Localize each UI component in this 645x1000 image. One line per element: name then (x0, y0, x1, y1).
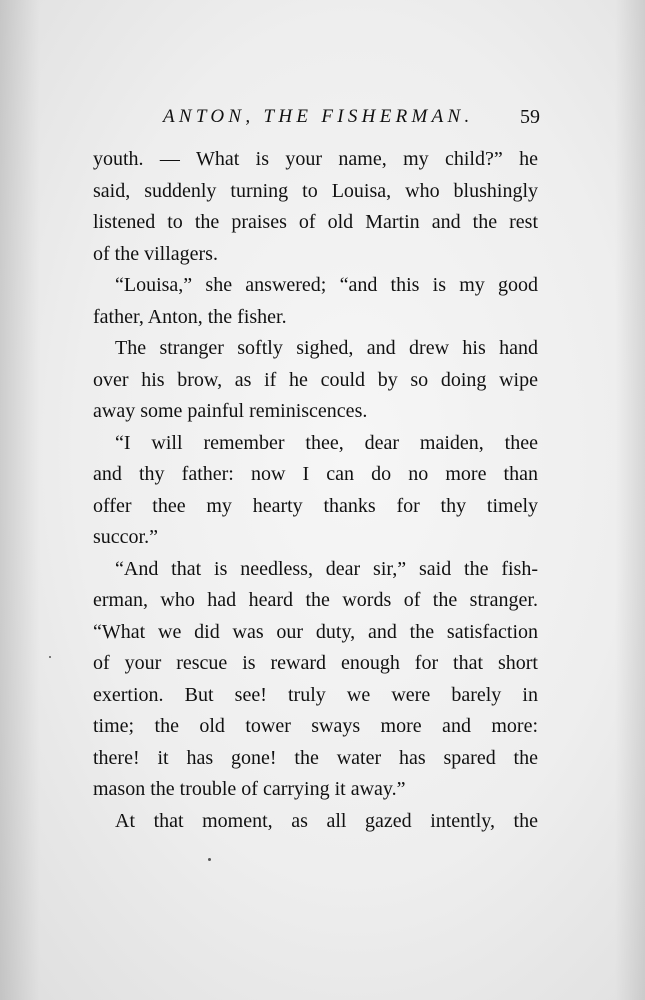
text-line: away some painful reminiscences. (93, 400, 368, 422)
text-line: of the villagers. (93, 242, 218, 265)
running-title: ANTON, THE FISHERMAN. (163, 106, 474, 127)
text-line: erman, who had heard the words of the stranger. (93, 589, 538, 611)
page-shadow-left (0, 0, 40, 1000)
page-shadow-right (615, 0, 645, 1000)
text-line: “What we did was our duty, and the satisfaction (93, 620, 538, 643)
paper-speck (49, 656, 51, 658)
text-line: father, Anton, the fisher. (93, 305, 287, 328)
text-line: The stranger softly sighed, and drew his hand (115, 337, 538, 359)
text-line: “And that is needless, dear sir,” said the fish- (115, 557, 538, 580)
text-line: succor.” (93, 526, 158, 548)
text-line: of your rescue is reward enough for that short (93, 652, 538, 674)
text-line: over his brow, as if he could by so doing wipe (93, 368, 538, 391)
text-line: exertion. But see! truly we were barely in (93, 683, 538, 706)
text-line: and thy father: now I can do no more than (93, 463, 538, 485)
text-line: “I will remember thee, dear maiden, thee (115, 431, 538, 454)
running-head (95, 104, 540, 134)
page-number: 59 (520, 106, 540, 128)
text-line: “Louisa,” she answered; “and this is my good (115, 274, 538, 296)
text-line: mason the trouble of carrying it away.” (93, 778, 406, 800)
text-line: youth. — What is your name, my child?” he (93, 148, 538, 170)
text-line: time; the old tower sways more and more: (93, 715, 538, 737)
text-line: At that moment, as all gazed intently, the (115, 809, 538, 832)
paper-speck (208, 858, 211, 861)
text-line: listened to the praises of old Martin and the rest (93, 211, 538, 233)
text-line: said, suddenly turning to Louisa, who blushingly (93, 179, 538, 202)
text-line: offer thee my hearty thanks for thy timely (93, 494, 538, 517)
body-text (93, 144, 538, 837)
text-line: there! it has gone! the water has spared the (93, 746, 538, 769)
